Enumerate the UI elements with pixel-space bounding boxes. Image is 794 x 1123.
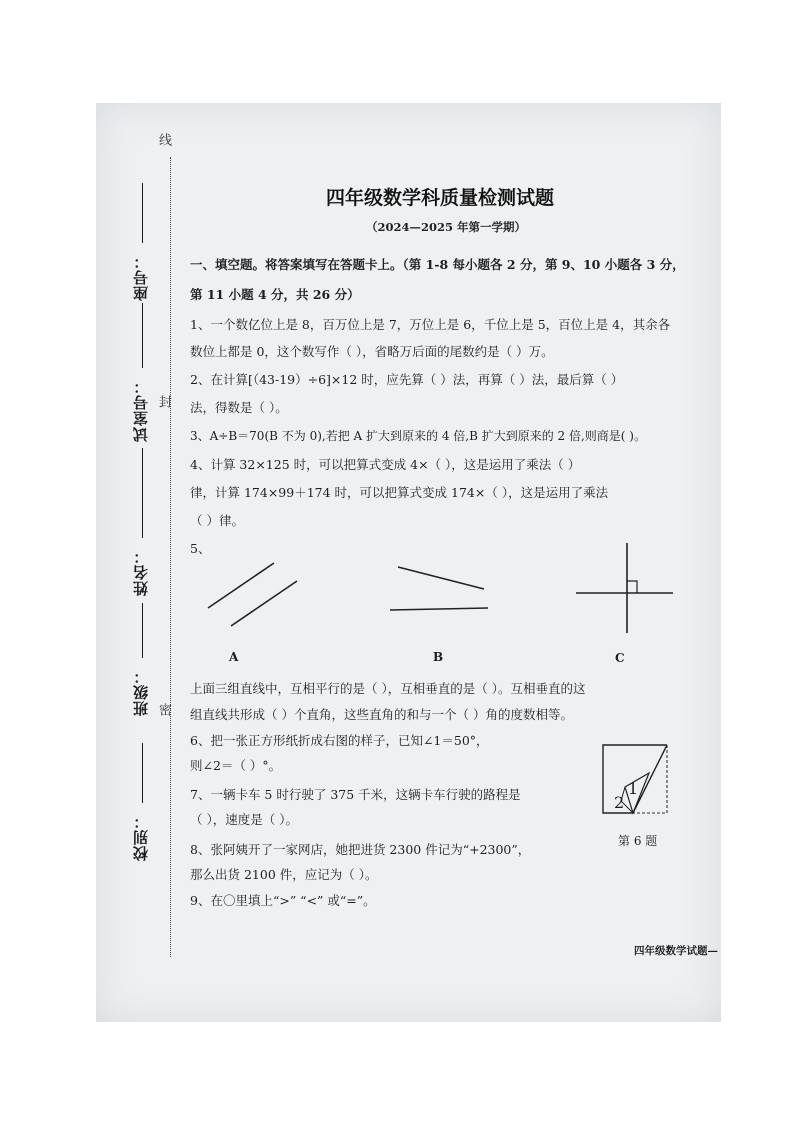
question-4-line-1: 4、计算 32×125 时，可以把算式变成 4×（ ），这是运用了乘法（ ） — [190, 457, 581, 472]
question-1-line-1: 1、一个数亿位上是 8，百万位上是 7，万位上是 6，千位上是 5，百位上是 4，其余各 — [190, 317, 671, 332]
question-5-line-2: 组直线共形成（ ）个直角，这些直角的和与一个（ ）角的度数相等。 — [190, 707, 573, 722]
class-label: 班级： — [132, 668, 150, 716]
school-label: 校别： — [132, 813, 150, 861]
question-5-number: 5、 — [190, 541, 211, 556]
question-2-line-2: 法，得数是（ ）。 — [190, 400, 288, 415]
question-1-line-2: 数位上都是 0，这个数写作（ ），省略万后面的尾数约是（ ）万。 — [190, 344, 554, 359]
binding-mark-line: 线 — [156, 133, 171, 146]
line-groups-figure — [196, 543, 696, 663]
figure-label-b: B — [433, 650, 444, 664]
section-heading: 一、填空题。将答案填写在答题卡上。（第 1-8 每小题各 2 分，第 9、10 小题各 3 分， — [190, 257, 685, 272]
exam-sheet — [96, 103, 721, 1022]
question-4-line-3: （ ）律。 — [190, 513, 244, 528]
angle-1-label: 1 — [628, 779, 639, 798]
seat-number-blank — [142, 183, 143, 243]
class-blank — [142, 603, 143, 658]
figure-b-lines — [390, 567, 488, 610]
seat-number-label: 座号： — [132, 253, 150, 301]
name-blank — [142, 448, 143, 538]
exam-subtitle: （2024—2025 年第一学期） — [366, 220, 527, 234]
school-blank — [142, 743, 143, 803]
question-6-line-1: 6、把一张正方形纸折成右图的样子，已知∠1＝50°， — [190, 733, 489, 748]
question-8-line-1: 8、张阿姨开了一家网店，她把进货 2300 件记为“+2300”， — [190, 842, 531, 857]
binding-dotted-line — [170, 157, 171, 957]
exam-title: 四年级数学科质量检测试题 — [326, 187, 555, 209]
question-2-line-1: 2、在计算[（43-19）÷6]×12 时，应先算（ ）法，再算（ ）法，最后算（ ） — [190, 372, 624, 387]
figure-a-parallel-lines — [208, 563, 297, 626]
page-footer: 四年级数学试题— — [634, 945, 718, 957]
question-3: 3、A÷B＝70(B 不为 0),若把 A 扩大到原来的 4 倍,B 扩大到原来的 2 倍,则商是( )。 — [190, 429, 646, 443]
exam-room-blank — [142, 303, 143, 368]
section-heading-cont: 第 11 小题 4 分，共 26 分） — [190, 287, 360, 302]
question-7-line-2: （ ），速度是（ ）。 — [190, 812, 298, 827]
figure-label-a: A — [229, 650, 239, 664]
name-label: 姓名： — [132, 548, 150, 596]
question-9: 9、在〇里填上“>” “<” 或“=”。 — [190, 893, 376, 908]
question-7-line-1: 7、一辆卡车 5 时行驶了 375 千米，这辆卡车行驶的路程是 — [190, 787, 521, 802]
question-6-line-2: 则∠2＝（ ）°。 — [190, 758, 282, 773]
figure-6-caption: 第 6 题 — [618, 834, 658, 848]
question-5-line-1: 上面三组直线中，互相平行的是（ ），互相垂直的是（ ）。互相垂直的这 — [190, 681, 586, 696]
angle-2-label: 2 — [614, 793, 625, 812]
question-8-line-2: 那么出货 2100 件，应记为（ ）。 — [190, 867, 378, 882]
exam-room-label: 试室号： — [132, 378, 150, 442]
question-4-line-2: 律，计算 174×99＋174 时，可以把算式变成 174×（ ），这是运用了乘法 — [190, 485, 609, 500]
binding-mark-secret: 密 — [156, 703, 171, 716]
figure-c-perpendicular-lines — [576, 543, 673, 633]
binding-mark-seal: 封 — [156, 395, 171, 408]
figure-label-c: C — [615, 651, 625, 665]
